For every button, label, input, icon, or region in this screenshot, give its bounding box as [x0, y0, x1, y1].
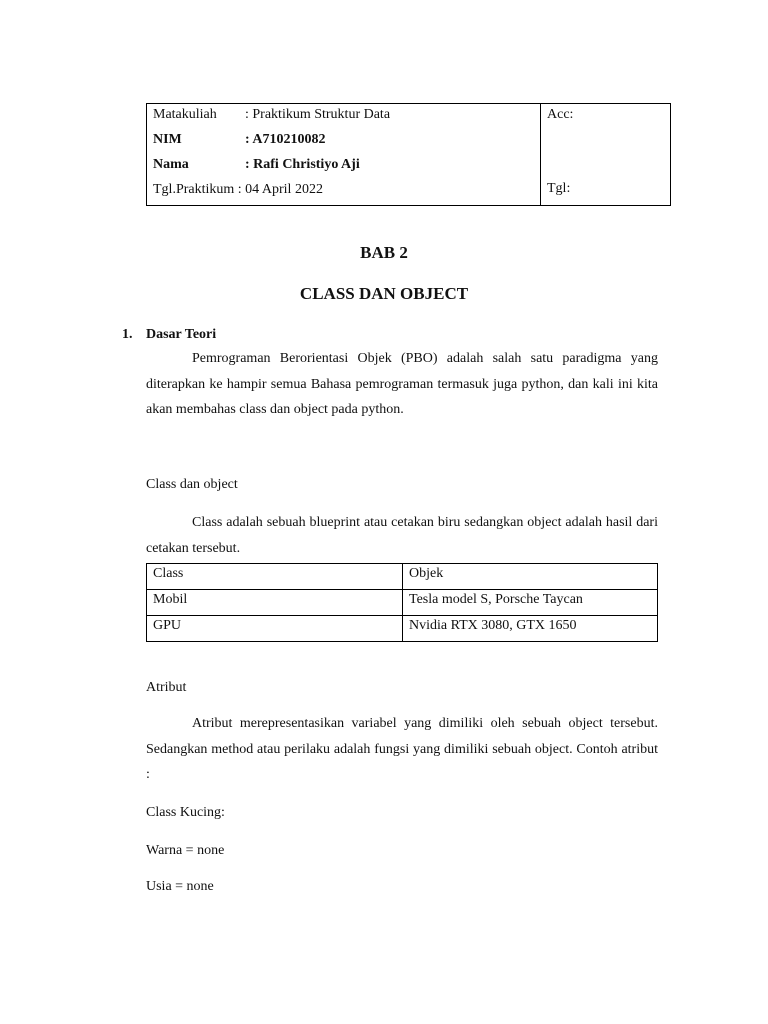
table-header-cell: Objek — [403, 564, 658, 590]
header-info-table — [146, 103, 671, 206]
paragraph-text: Atribut merepresentasikan variabel yang dimiliki oleh sebuah object tersebut. Sedangkan method atau perilaku adalah fungsi yang dimiliki sebuah object. Contoh atribut : — [146, 716, 658, 782]
paragraph-text: Pemrograman Berorientasi Objek (PBO) adalah salah satu paradigma yang diterapkan ke hampir semua Bahasa pemrograman termasuk juga python, dan kali ini kita akan membahas class dan object pada python. — [146, 351, 658, 417]
info-value: : Praktikum Struktur Data — [245, 107, 391, 122]
subheading-class-object: Class dan object — [146, 477, 238, 492]
table-cell: Nvidia RTX 3080, GTX 1650 — [403, 616, 658, 642]
info-key: NIM — [153, 132, 182, 147]
info-row-tgl-praktikum — [147, 180, 540, 205]
table-header-cell: Class — [147, 564, 403, 590]
acc-label: Acc: — [547, 107, 574, 122]
tgl-label: Tgl: — [547, 181, 571, 196]
info-row-matakuliah — [147, 104, 540, 130]
table-row — [147, 590, 658, 616]
header-approval-cell — [541, 104, 671, 206]
paragraph-atribut — [146, 711, 658, 788]
paragraph-text: Class adalah sebuah blueprint atau cetakan biru sedangkan object adalah hasil dari cetakan tersebut. — [146, 515, 658, 556]
code-line-warna: Warna = none — [146, 843, 225, 858]
info-value: : A710210082 — [245, 132, 326, 147]
class-object-table — [146, 563, 658, 642]
chapter-title: CLASS DAN OBJECT — [299, 284, 469, 303]
paragraph-dasar-teori — [146, 346, 658, 423]
code-line-class-kucing: Class Kucing: — [146, 805, 225, 820]
table-row — [147, 616, 658, 642]
table-cell: Mobil — [147, 590, 403, 616]
table-cell: GPU — [147, 616, 403, 642]
table-cell: Tesla model S, Porsche Taycan — [403, 590, 658, 616]
table-header-row — [147, 564, 658, 590]
info-row-nim — [147, 130, 540, 155]
info-key: Matakuliah — [153, 107, 217, 122]
header-info-cell — [147, 104, 541, 206]
section-heading — [122, 327, 216, 343]
code-line-usia: Usia = none — [146, 879, 214, 894]
section-number: 1. — [122, 327, 133, 342]
info-value: : Rafi Christiyo Aji — [245, 157, 360, 172]
chapter-heading: BAB 2 — [360, 243, 408, 262]
info-key: Nama — [153, 157, 189, 172]
info-row-nama — [147, 155, 540, 180]
paragraph-class-object — [146, 510, 658, 561]
section-title: Dasar Teori — [146, 327, 217, 342]
info-tgl-praktikum: Tgl.Praktikum : 04 April 2022 — [153, 182, 323, 197]
subheading-atribut: Atribut — [146, 680, 187, 695]
